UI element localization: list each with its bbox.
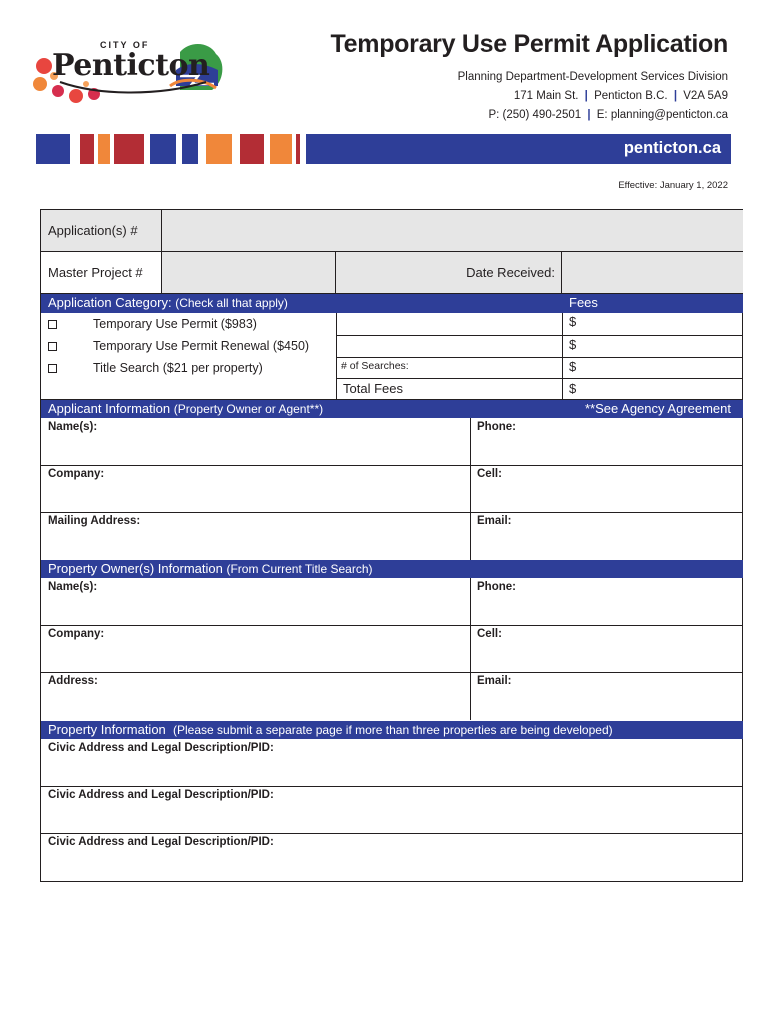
searches-count-label: # of Searches: [341, 360, 409, 372]
separator-bar: | [673, 90, 678, 102]
property-address-label-1: Civic Address and Legal Description/PID: [48, 742, 274, 754]
row-divider [336, 335, 743, 336]
brand-banner [36, 134, 731, 164]
agency-agreement-note: **See Agency Agreement [585, 401, 731, 416]
owner-email-label: Email: [477, 675, 512, 687]
fees-header: Fees [569, 295, 598, 310]
column-divider [470, 418, 471, 560]
banner-stripe [296, 134, 300, 164]
banner-stripe [98, 134, 110, 164]
effective-date: Effective: January 1, 2022 [618, 180, 728, 191]
date-received-label-cell [336, 252, 562, 294]
date-received-label: Date Received: [466, 265, 555, 280]
tup-renewal-option-label: Temporary Use Permit Renewal ($450) [93, 339, 310, 353]
owner-cell-label: Cell: [477, 628, 502, 640]
tup-renewal-fee: $ [569, 337, 577, 352]
row-divider [336, 357, 743, 358]
property-info-title: Property Information (Please submit a separate page if more than three properties are being developed) [48, 722, 613, 737]
applicant-name-label: Name(s): [48, 421, 98, 433]
address-line [458, 87, 728, 106]
master-project-label: Master Project # [48, 265, 143, 280]
banner-stripe [80, 134, 94, 164]
city-of-penticton-logo [30, 36, 230, 112]
applicant-info-header [41, 400, 743, 418]
email-address[interactable]: E: planning@penticton.ca [596, 109, 728, 121]
owner-phone-label: Phone: [477, 581, 516, 593]
page-title: Temporary Use Permit Application [330, 30, 728, 58]
permit-application-form [40, 209, 743, 882]
banner-stripe [36, 134, 70, 164]
application-category-header [41, 294, 743, 313]
department-name: Planning Department-Development Services Division [457, 71, 728, 83]
applicant-cell-label: Cell: [477, 468, 502, 480]
tup-option-label: Temporary Use Permit ($983) [93, 317, 257, 331]
owner-name-label: Name(s): [48, 581, 98, 593]
website-link[interactable]: penticton.ca [623, 139, 721, 157]
row-divider [41, 833, 743, 834]
master-project-label-cell [41, 252, 162, 294]
contact-block [458, 68, 728, 125]
applicant-phone-label: Phone: [477, 421, 516, 433]
column-divider [562, 313, 563, 399]
row-divider [41, 512, 743, 513]
banner-stripe [206, 134, 232, 164]
owner-info-title: Property Owner(s) Information (From Current Title Search) [48, 561, 373, 576]
logo-city-of-text: CITY OF [100, 40, 150, 50]
banner-stripe [114, 134, 144, 164]
banner-stripe [240, 134, 264, 164]
tup-fee: $ [569, 314, 577, 329]
title-search-option-label: Title Search ($21 per property) [93, 361, 263, 375]
applicant-address-label: Mailing Address: [48, 515, 141, 527]
applicant-company-label: Company: [48, 468, 105, 480]
application-number-label: Application(s) # [48, 223, 138, 238]
title-search-checkbox[interactable] [48, 364, 57, 373]
phone-email-line [458, 106, 728, 125]
property-address-label-3: Civic Address and Legal Description/PID: [48, 836, 274, 848]
owner-address-label: Address: [48, 675, 98, 687]
separator-bar: | [587, 109, 591, 121]
city-province: Penticton B.C. [594, 90, 668, 102]
column-divider [336, 313, 337, 399]
row-divider [41, 625, 743, 626]
row-divider [41, 465, 743, 466]
total-fees-label: Total Fees [343, 381, 403, 396]
separator-bar: | [584, 90, 588, 102]
tup-renewal-checkbox[interactable] [48, 342, 57, 351]
phone-number: P: (250) 490-2501 [488, 109, 582, 121]
logo-wordmark: Penticton [52, 48, 210, 83]
owner-info-header [41, 560, 743, 578]
column-divider [470, 578, 471, 720]
title-search-fee: $ [569, 359, 577, 374]
property-info-header [41, 721, 743, 739]
banner-stripe [150, 134, 176, 164]
banner-stripe [270, 134, 292, 164]
application-category-title: Application Category: (Check all that apply) [48, 295, 288, 310]
date-received-field[interactable] [562, 252, 743, 294]
total-fees-value: $ [569, 381, 577, 396]
applicant-info-title: Applicant Information (Property Owner or Agent**) [48, 401, 324, 416]
banner-stripe [182, 134, 198, 164]
applicant-email-label: Email: [477, 515, 512, 527]
row-divider [41, 786, 743, 787]
property-address-label-2: Civic Address and Legal Description/PID: [48, 789, 274, 801]
application-number-label-cell [41, 210, 162, 252]
owner-company-label: Company: [48, 628, 105, 640]
application-number-field[interactable] [162, 210, 743, 252]
row-divider [41, 672, 743, 673]
street-address: 171 Main St. [513, 90, 579, 102]
row-divider [336, 378, 743, 379]
tup-checkbox[interactable] [48, 320, 57, 329]
master-project-field[interactable] [162, 252, 336, 294]
postal-code: V2A 5A9 [683, 90, 728, 102]
